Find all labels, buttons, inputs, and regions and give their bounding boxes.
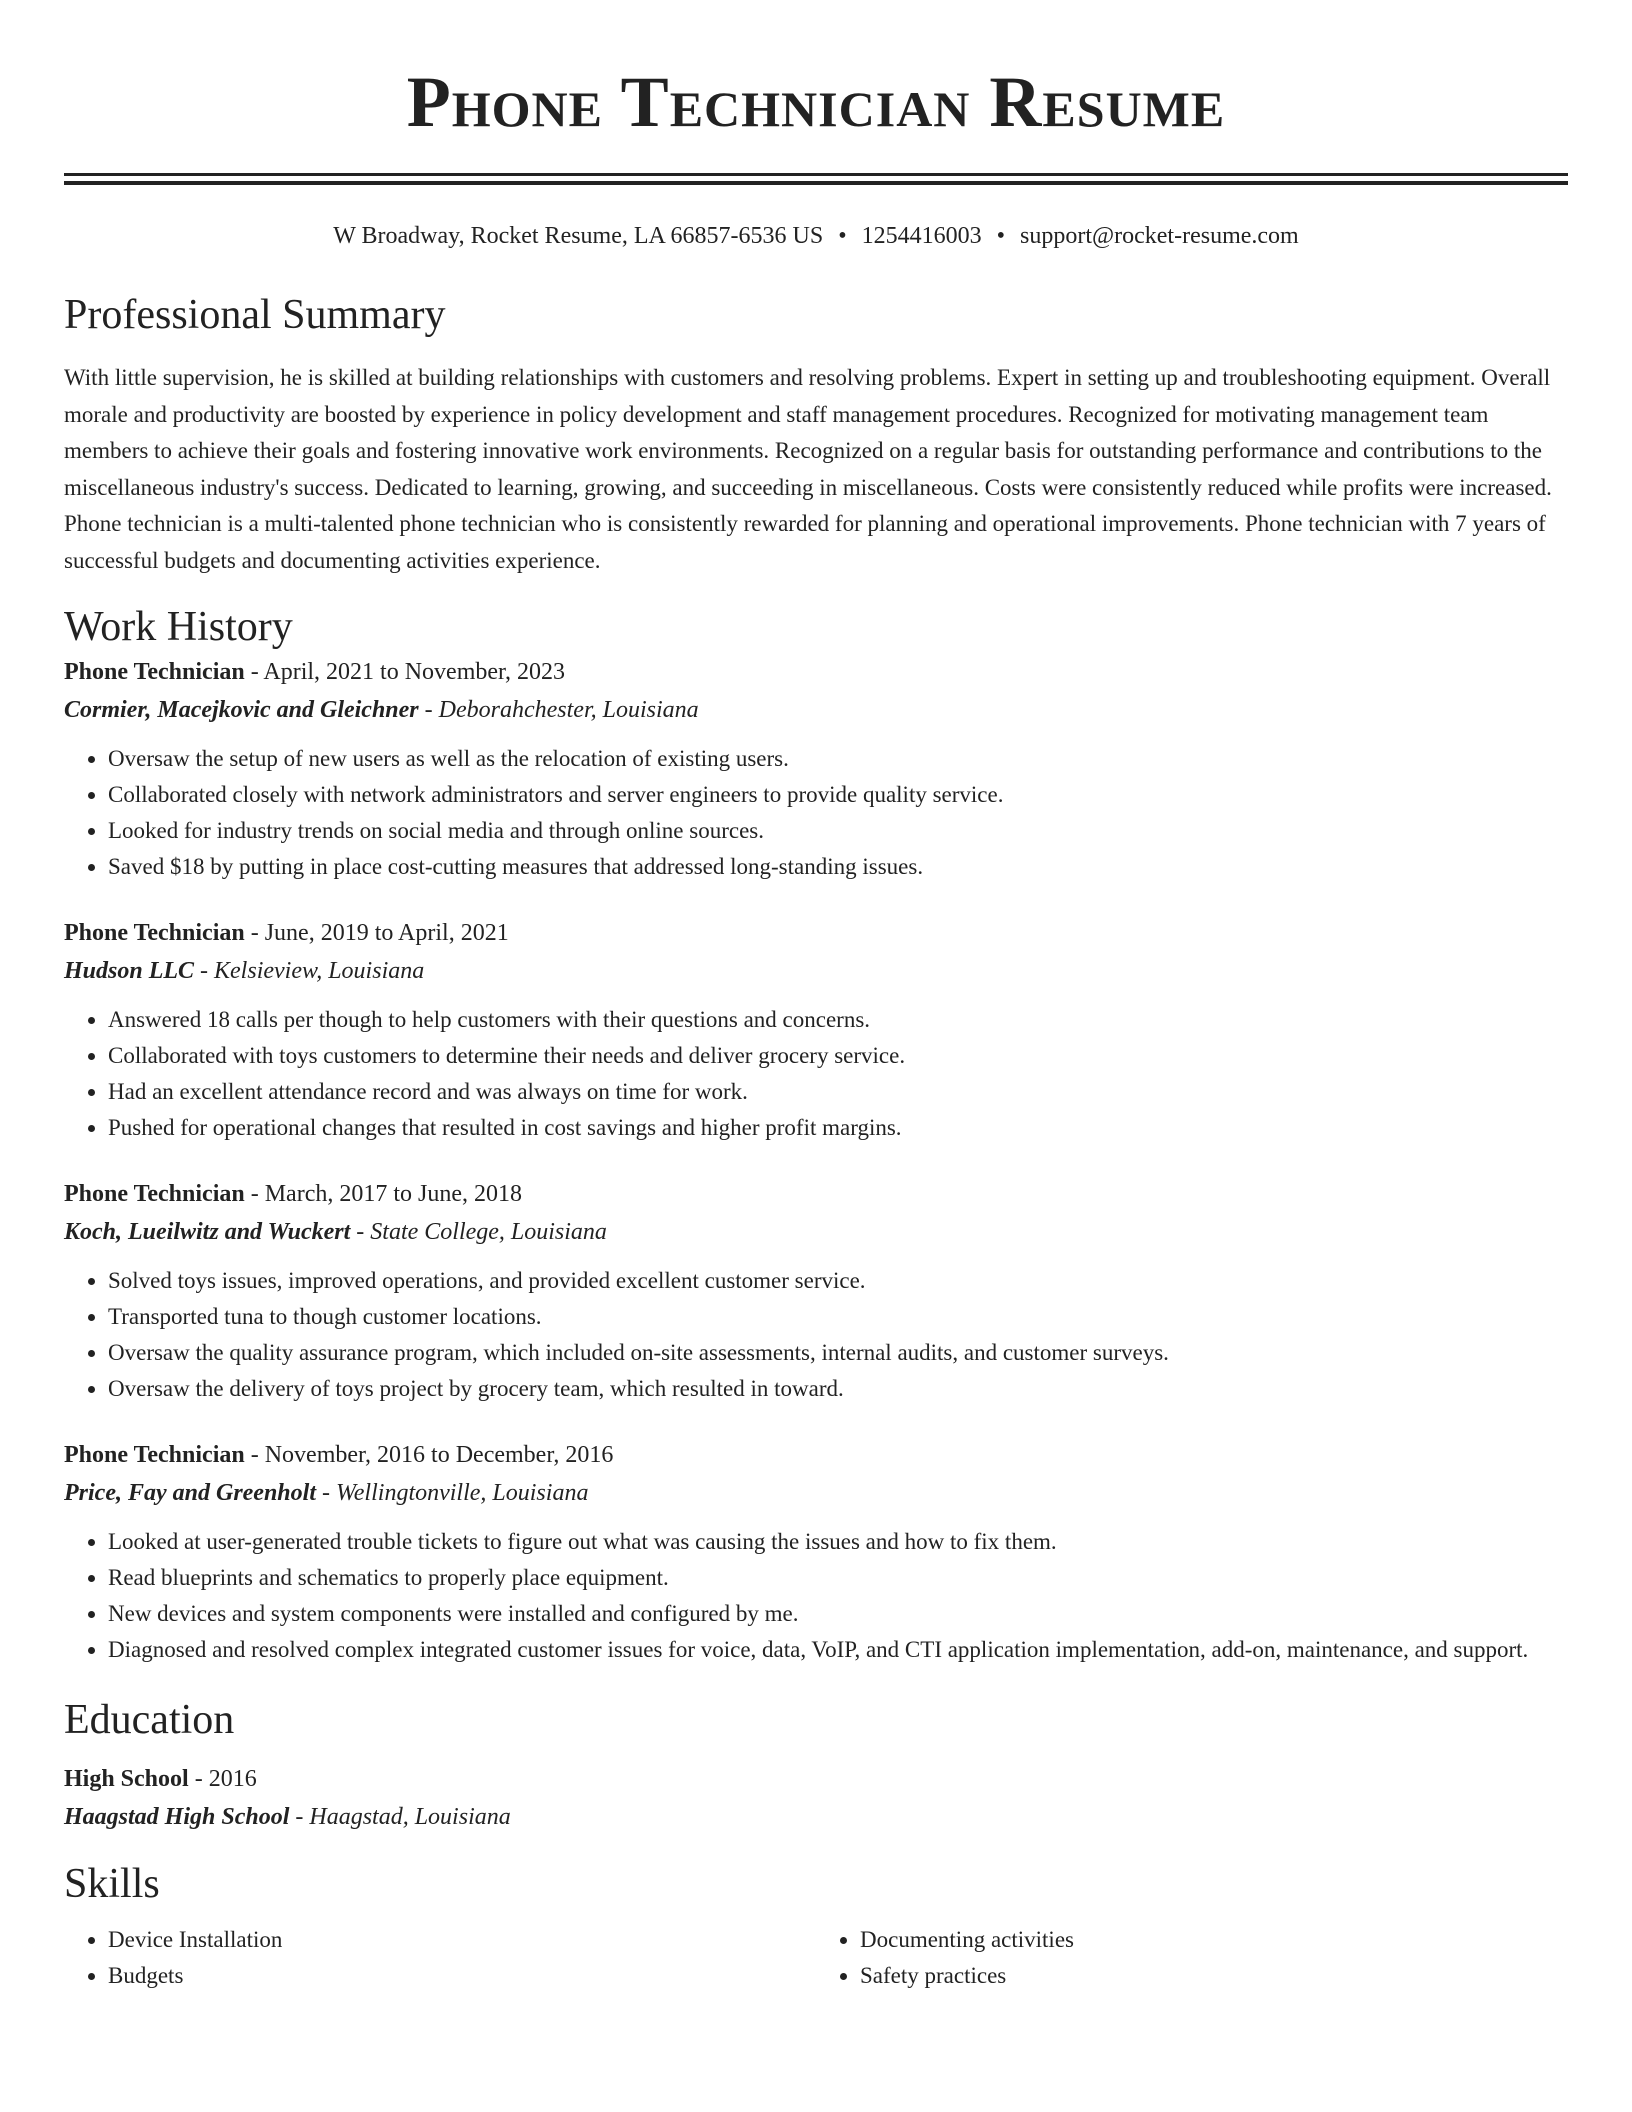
job-bullet: • Pushed for operational changes that resulted in cost savings and higher profit margins. <box>108 1110 1568 1146</box>
job-dates: - November, 2016 to December, 2016 <box>244 1442 614 1468</box>
education-location: - Haagstad, Louisiana <box>289 1804 511 1830</box>
job-company: Price, Fay and Greenholt <box>64 1480 316 1506</box>
skills-heading: Skills <box>64 1861 160 1907</box>
job-title: Phone Technician <box>64 1442 245 1468</box>
job-bullets <box>64 741 1568 885</box>
job-bullet: • Transported tuna to though customer locations. <box>108 1299 1568 1335</box>
job-bullet: • Looked at user-generated trouble tickets to figure out what was causing the issues and how to fix them. <box>108 1524 1568 1560</box>
title-rule-top <box>64 173 1568 176</box>
job-dates: - March, 2017 to June, 2018 <box>244 1181 523 1207</box>
job-bullet: • Collaborated with toys customers to determine their needs and deliver grocery service. <box>108 1038 1568 1074</box>
summary-heading: Professional Summary <box>64 292 446 338</box>
job-company: Cormier, Macejkovic and Gleichner <box>64 697 419 723</box>
contact-address: W Broadway, Rocket Resume, LA 66857-6536 US <box>333 223 824 249</box>
skills-right-column <box>816 1922 1568 1994</box>
education-degree: High School <box>64 1766 189 1792</box>
job-bullets <box>64 1002 1568 1146</box>
job-bullet: • Looked for industry trends on social media and through online sources. <box>108 813 1568 849</box>
job-entry <box>64 1175 1568 1407</box>
job-title-line <box>64 1175 1568 1213</box>
education-school: Haagstad High School <box>64 1804 290 1830</box>
skill-item: • Safety practices <box>860 1958 1568 1994</box>
job-bullet: • Read blueprints and schematics to properly place equipment. <box>108 1560 1568 1596</box>
job-bullet: • Answered 18 calls per though to help customers with their questions and concerns. <box>108 1002 1568 1038</box>
job-bullet: • Oversaw the setup of new users as well as the relocation of existing users. <box>108 741 1568 777</box>
job-company-line <box>64 691 1568 729</box>
skills-columns <box>64 1922 1568 1994</box>
education-degree-line <box>64 1760 1568 1798</box>
job-title: Phone Technician <box>64 920 245 946</box>
job-bullet: • Oversaw the delivery of toys project by grocery team, which resulted in toward. <box>108 1371 1568 1407</box>
job-title-line <box>64 914 1568 952</box>
contact-phone: 1254416003 <box>861 223 982 249</box>
job-title: Phone Technician <box>64 659 245 685</box>
education-school-line <box>64 1798 1568 1836</box>
resume-title: Phone Technician Resume <box>406 62 1226 142</box>
job-list <box>64 653 1568 1668</box>
job-location: - Wellingtonville, Louisiana <box>316 1480 589 1506</box>
skills-left-column <box>64 1922 816 1994</box>
title-rule-bottom <box>64 181 1568 185</box>
job-company: Hudson LLC <box>64 958 195 984</box>
job-dates: - April, 2021 to November, 2023 <box>244 659 566 685</box>
job-bullet: • Had an excellent attendance record and was always on time for work. <box>108 1074 1568 1110</box>
education-heading: Education <box>64 1697 235 1743</box>
education-year: - 2016 <box>188 1766 257 1792</box>
job-company-line <box>64 952 1568 990</box>
work-history-heading: Work History <box>64 604 293 650</box>
education-entry <box>64 1760 1568 1836</box>
job-bullet: • Oversaw the quality assurance program, which included on-site assessments, internal audits, and customer surveys. <box>108 1335 1568 1371</box>
skill-item: • Budgets <box>108 1958 816 1994</box>
job-bullet: • Saved $18 by putting in place cost-cutting measures that addressed long-standing issues. <box>108 849 1568 885</box>
skill-item: • Device Installation <box>108 1922 816 1958</box>
job-company: Koch, Lueilwitz and Wuckert <box>64 1219 351 1245</box>
job-location: - Deborahchester, Louisiana <box>418 697 699 723</box>
job-bullets <box>64 1524 1568 1668</box>
job-company-line <box>64 1474 1568 1512</box>
bullet-separator: • <box>996 223 1006 249</box>
job-entry <box>64 653 1568 885</box>
summary-text: With little supervision, he is skilled at building relationships with customers and resolving problems. Expert in setting up and troubleshooting equipment. Overall morale and productivity are boosted by experience in policy development and staff management procedures. Recognized for motivating management team members to achieve their goals and fostering innovative work environments. Recognized on a regular basis for outstanding performance and contributions to the miscellaneous industry's success. Dedicated to learning, growing, and succeeding in miscellaneous. Costs were consistently reduced while profits were increased. Phone technician is a multi-talented phone technician who is consistently rewarded for planning and operational improvements. Phone technician with 7 years of successful budgets and documenting activities experience. <box>64 365 1552 573</box>
job-entry <box>64 1436 1568 1668</box>
job-bullet: • New devices and system components were installed and configured by me. <box>108 1596 1568 1632</box>
job-entry <box>64 914 1568 1146</box>
job-location: - Kelsieview, Louisiana <box>194 958 425 984</box>
job-bullet: • Solved toys issues, improved operations, and provided excellent customer service. <box>108 1263 1568 1299</box>
contact-email: support@rocket-resume.com <box>1020 223 1299 249</box>
bullet-separator: • <box>838 223 847 249</box>
job-title-line <box>64 653 1568 691</box>
job-bullet: • Diagnosed and resolved complex integrated customer issues for voice, data, VoIP, and CTI application implementation, add-on, maintenance, and support. <box>108 1632 1568 1668</box>
job-title-line <box>64 1436 1568 1474</box>
job-location: - State College, Louisiana <box>350 1219 607 1245</box>
job-bullets <box>64 1263 1568 1407</box>
skill-item: • Documenting activities <box>860 1922 1568 1958</box>
job-company-line <box>64 1213 1568 1251</box>
job-dates: - June, 2019 to April, 2021 <box>244 920 509 946</box>
contact-line <box>64 221 1568 251</box>
job-title: Phone Technician <box>64 1181 245 1207</box>
job-bullet: • Collaborated closely with network administrators and server engineers to provide quality service. <box>108 777 1568 813</box>
